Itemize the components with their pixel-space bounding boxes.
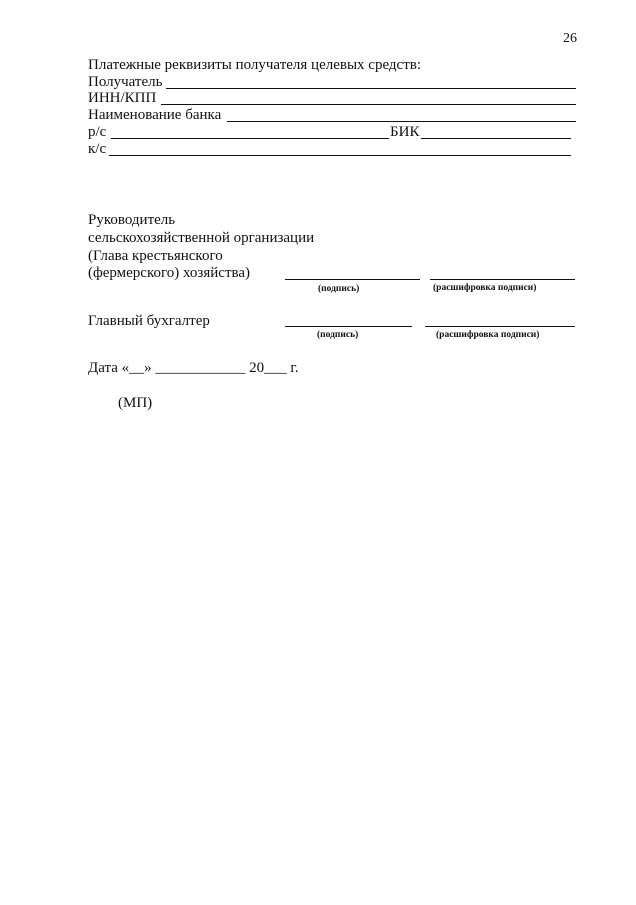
page-number: 26 [563, 31, 577, 46]
payment-heading: Платежные реквизиты получателя целевых средств: [88, 57, 421, 73]
accountant-decoding-line[interactable] [425, 326, 575, 327]
inn-kpp-field-line[interactable] [161, 104, 576, 105]
head-title-line3: (Глава крестьянского [88, 248, 223, 264]
head-title-line2: сельскохозяйственной организации [88, 230, 315, 246]
corr-account-field-line[interactable] [109, 155, 571, 156]
bank-name-field-line[interactable] [227, 121, 576, 122]
head-decoding-caption: (расшифровка подписи) [433, 283, 537, 293]
corr-account-label: к/с [88, 141, 107, 157]
account-label: р/с [88, 124, 107, 140]
head-title-line1: Руководитель [88, 212, 176, 228]
head-signature-caption: (подпись) [318, 284, 360, 294]
head-signature-line[interactable] [285, 279, 420, 280]
head-decoding-line[interactable] [430, 279, 575, 280]
stamp-placeholder: (МП) [118, 395, 153, 411]
accountant-signature-caption: (подпись) [317, 330, 359, 340]
bik-label: БИК [390, 124, 420, 140]
accountant-signature-line[interactable] [285, 326, 412, 327]
recipient-label: Получатель [88, 74, 163, 90]
accountant-label: Главный бухгалтер [88, 313, 210, 329]
inn-kpp-label: ИНН/КПП [88, 90, 157, 106]
bik-field-line[interactable] [421, 138, 571, 139]
recipient-field-line[interactable] [166, 88, 576, 89]
head-title-line4: (фермерского) хозяйства) [88, 265, 251, 281]
account-field-line[interactable] [111, 138, 389, 139]
bank-name-label: Наименование банка [88, 107, 222, 123]
accountant-decoding-caption: (расшифровка подписи) [436, 330, 540, 340]
date-line: Дата «__» ____________ 20___ г. [88, 360, 299, 376]
